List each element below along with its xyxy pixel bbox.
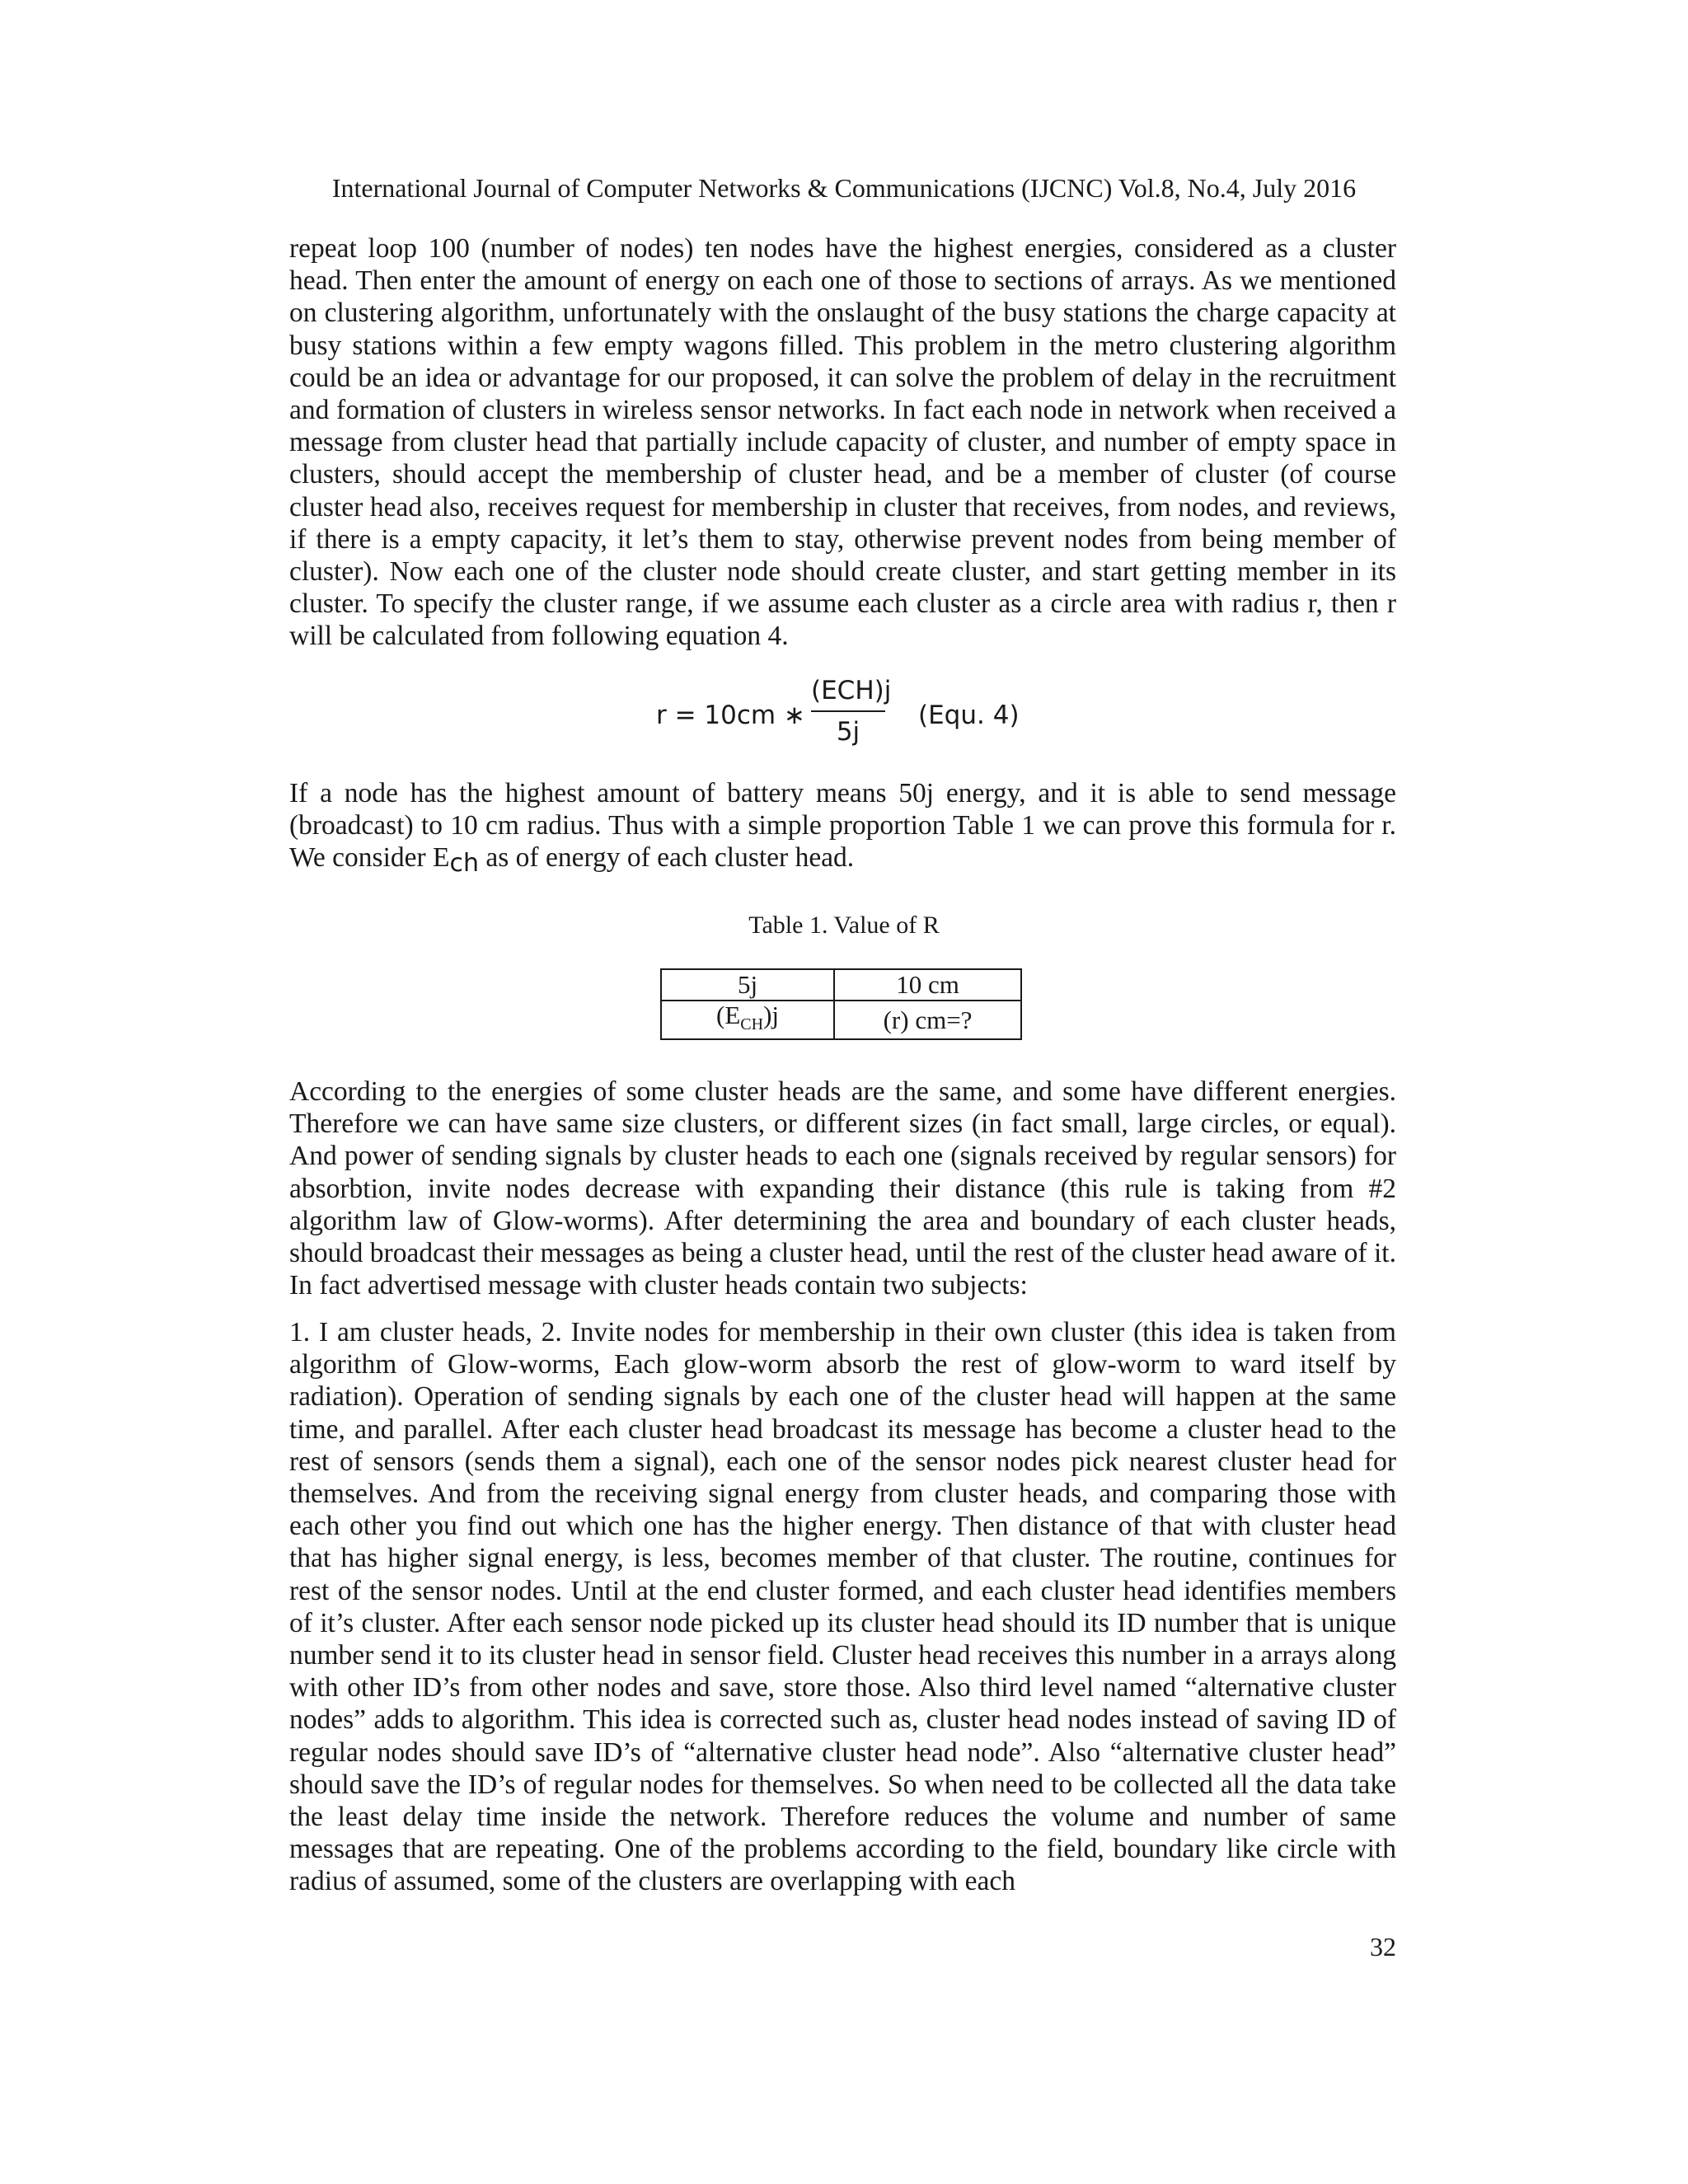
table-cell: 5j: [661, 969, 834, 1001]
body-paragraph-1: repeat loop 100 (number of nodes) ten nodes have the highest energies, considered as a cluster head. Then enter the amount of energy on each one of those to sections of arrays. As we mentioned on clustering algorithm, unfortunately with the onslaught of the busy stations the charge capacity at busy stations within a few empty wagons filled. This problem in the metro clustering algorithm could be an idea or advantage for our proposed, it can solve the problem of delay in the recruitment and formation of clusters in wireless sensor networks. In fact each node in network when received a message from cluster head that partially include capacity of cluster, and number of empty space in clusters, should accept the membership of cluster head, and be a member of cluster (of course cluster head also, receives request for membership in cluster that receives, from nodes, and reviews, if there is a empty capacity, it let’s them to stay, otherwise prevent nodes from being member of cluster). Now each one of the cluster node should create cluster, and start getting member in its cluster. To specify the cluster range, if we assume each cluster as a circle area with radius r, then r will be calculated from following equation 4.: [289, 233, 1396, 652]
ech-open: (E: [716, 1001, 741, 1029]
table-row: [661, 1001, 1021, 1039]
ech-subscript: ch: [449, 849, 480, 879]
running-header: International Journal of Computer Networks & Communications (IJCNC) Vol.8, No.4, July 2016: [331, 173, 1357, 203]
fraction-bar: [811, 710, 885, 712]
body-paragraph-2: [289, 777, 1396, 880]
equation-numerator: (ECH)j: [811, 676, 892, 705]
paragraph-2-text-start: If a node has the highest amount of battery means 50j energy, and it is able to send message (broadcast) to 10 cm radius. Thus with a simple proportion Table 1 we can prove this formula for r. We consider E: [289, 778, 1396, 874]
table-cell: [661, 1001, 834, 1039]
table-cell: (r) cm=?: [834, 1001, 1021, 1039]
paragraph-2-text-end: as of energy of each cluster head.: [479, 842, 855, 874]
table-caption: Table 1. Value of R: [748, 912, 940, 939]
ech-table-subscript: CH: [740, 1015, 764, 1034]
equation-tag: (Equ. 4): [918, 701, 1020, 730]
equation-denominator: 5j: [836, 717, 860, 747]
equation-fraction: [811, 674, 892, 748]
ech-close: )j: [763, 1001, 780, 1029]
table-row: [661, 969, 1021, 1001]
value-table: [660, 968, 1022, 1040]
equation-lhs: r = 10cm ∗: [656, 701, 805, 730]
page-number: 32: [1370, 1932, 1396, 1961]
body-paragraph-3: According to the energies of some cluster heads are the same, and some have different energies. Therefore we can have same size clusters, or different sizes (in fact small, large circles, or equal). And power of sending signals by cluster heads to each one (signals received by regular sensors) for absorbtion, invite nodes decrease with expanding their distance (this rule is taking from #2 algorithm law of Glow-worms). After determining the area and boundary of each cluster heads, should broadcast their messages as being a cluster head, until the rest of the cluster head aware of it. In fact advertised message with cluster heads contain two subjects:: [289, 1076, 1396, 1301]
table-cell: 10 cm: [834, 969, 1021, 1001]
body-paragraph-4: 1. I am cluster heads, 2. Invite nodes for membership in their own cluster (this idea is taken from algorithm of Glow-worms, Each glow-worm absorb the rest of glow-worm to ward itself by radiation). Operation of sending signals by each one of the cluster head will happen at the same time, and parallel. After each cluster head broadcast its message has become a cluster head to the rest of sensors (sends them a signal), each one of the sensor nodes pick nearest cluster head for themselves. And from the receiving signal energy from cluster heads, and comparing those with each other you find out which one has the higher energy. Then distance of that with cluster head that has higher signal energy, is less, becomes member of that cluster. The routine, continues for rest of the sensor nodes. Until at the end cluster formed, and each cluster head identifies members of it’s cluster. After each sensor node picked up its cluster head should its ID number that is unique number send it to its cluster head in sensor field. Cluster head receives this number in a arrays along with other ID’s from other nodes and save, store those. Also third level named “alternative cluster nodes” adds to algorithm. This idea is corrected such as, cluster head nodes instead of saving ID of regular nodes should save ID’s of “alternative cluster head node”. Also “alternative cluster head” should save the ID’s of regular nodes for themselves. So when need to be collected all the data take the least delay time inside the network. Therefore reduces the volume and number of same messages that are repeating. One of the problems according to the field, boundary like circle with radius of assumed, some of the clusters are overlapping with each: [289, 1317, 1396, 1897]
